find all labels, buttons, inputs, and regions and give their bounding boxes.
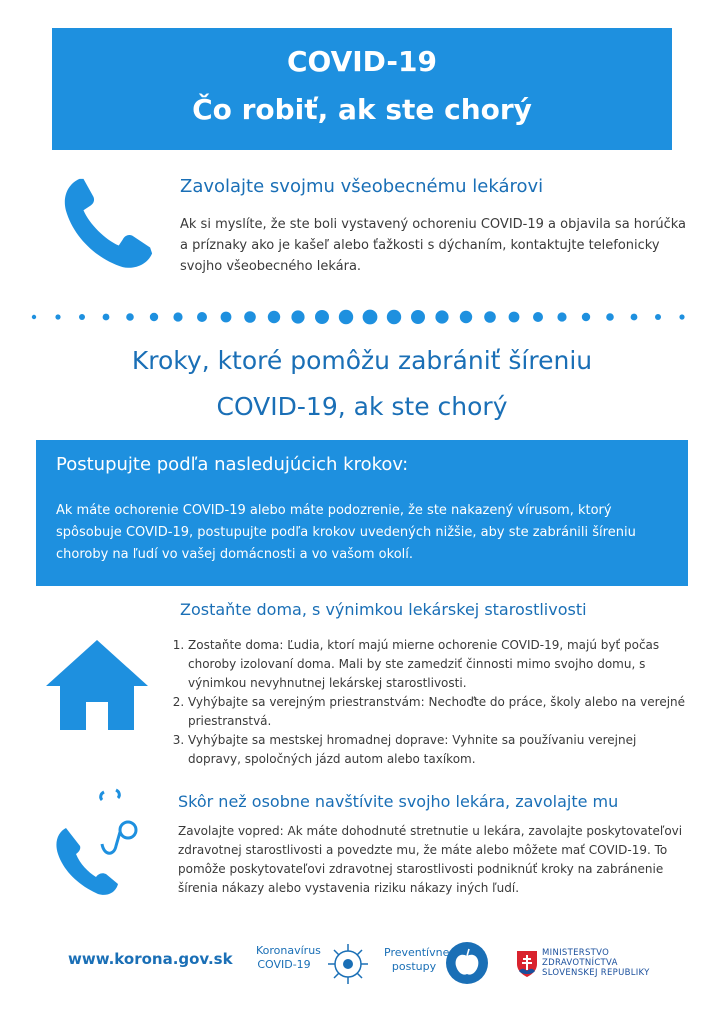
list-item: 1. Zostaňte doma: Ľudia, ktorí majú mierne ochorenie COVID-19, majú byť počas choroby izolovaní doma. Mali by ste zamedziť činnosti mimo svojho domu, s výnimkou nevyhnutnej lekárskej starostlivosti. [188,636,690,693]
before-visit-text: Zavolajte vopred: Ak máte dohodnuté stretnutie u lekára, zavolajte poskytovateľovi zdravotnej starostlivosti a povedzte mu, že máte alebo môžete mať COVID-19. To pomôže poskytovateľovi zdravotnej starostlivosti podniknúť kroky na zabránenie šírenia nákazy alebo vystavenia riziku nákazy iných ľudí. [178,824,683,895]
title-line-2: Čo robiť, ak ste chorý [192,93,532,126]
title-banner [52,28,672,150]
phone-icon [58,172,156,272]
dotted-divider [30,307,694,327]
logo-preventivne-line-1: Preventívne [384,946,450,959]
virus-icon [326,942,370,986]
logo-preventivne [384,940,494,988]
steps-title-line-1: Kroky, ktoré pomôžu zabrániť šíreniu [131,346,593,375]
logo-koronavirus-line-1: Koronavírus [256,944,321,957]
steps-title-line-2: COVID-19, ak ste chorý [216,392,508,421]
ministry-line-3: SLOVENSKEJ REPUBLIKY [542,968,650,978]
stay-home-heading: Zostaňte doma, s výnimkou lekárskej starostlivosti [180,600,587,619]
footer-url[interactable]: www.korona.gov.sk [68,950,233,968]
info-box-text: Ak máte ochorenie COVID-19 alebo máte podozrenie, že ste nakazený vírusom, ktorý spôsobuje COVID-19, postupujte podľa krokov uvedených nižšie, aby ste zabránili šíreniu choroby na ľudí vo vašej domácnosti a vo vašom okolí. [56,503,636,562]
house-icon [42,636,152,732]
info-box-heading: Postupujte podľa nasledujúcich krokov: [56,454,409,475]
call-heading: Zavolajte svojmu všeobecnému lekárovi [180,176,544,197]
coat-of-arms-icon [516,950,538,978]
list-item: 2. Vyhýbajte sa verejným priestranstvám: Nechoďte do práce, školy alebo na verejné priestranstvá. [188,693,690,731]
logo-preventivne-line-2: postupy [391,960,437,973]
logo-ministry [516,948,656,984]
apple-icon [444,940,490,986]
ministry-line-2: ZDRAVOTNÍCTVA [542,958,618,968]
stay-home-list-wrap [170,636,690,769]
logo-koronavirus [256,942,376,986]
ministry-line-1: MINISTERSTVO [542,948,610,958]
title-line-1: COVID-19 [286,45,438,78]
before-visit-heading: Skôr než osobne navštívite svojho lekára, zavolajte mu [178,792,619,811]
stay-home-list [170,636,690,769]
list-item: 3. Vyhýbajte sa mestskej hromadnej doprave: Vyhnite sa používaniu verejnej dopravy, spoločných jázd autom alebo taxíkom. [188,731,690,769]
info-box [36,440,688,586]
steps-title [52,338,672,430]
stethoscope-phone-icon [52,784,152,904]
call-text: Ak si myslíte, že ste boli vystavený ochoreniu COVID-19 a objavila sa horúčka a príznaky ako je kašeľ alebo ťažkosti s dýchaním, kontaktujte telefonicky svojho všeobecného lekára. [180,217,686,274]
logo-koronavirus-line-2: COVID-19 [257,958,311,971]
